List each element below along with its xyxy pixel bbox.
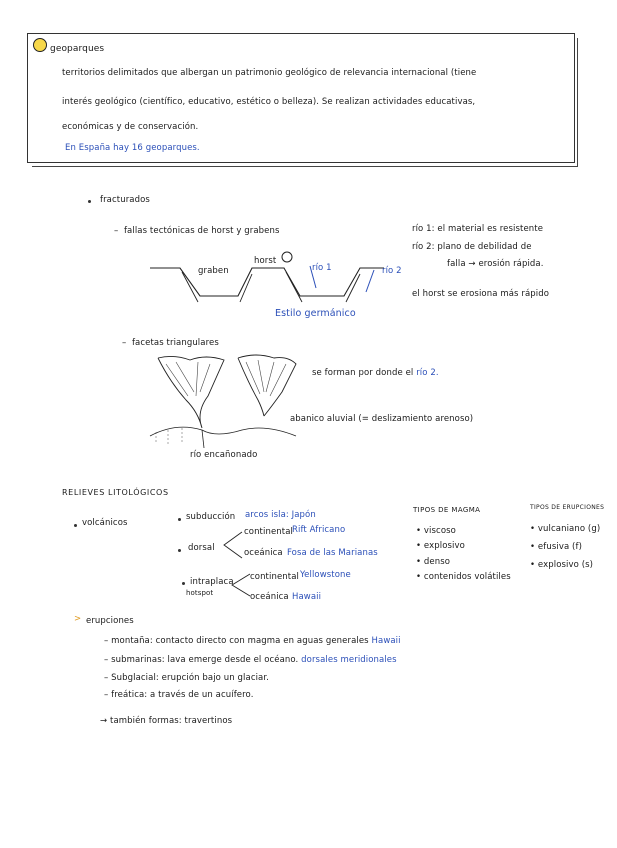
note-rio2-cont: falla → erosión rápida. <box>447 259 544 269</box>
erupcion-tipo-item: • explosivo (s) <box>530 560 594 570</box>
note-horst: el horst se erosiona más rápido <box>412 289 549 299</box>
branch-brace <box>220 530 244 560</box>
arcos-isla-label: arcos isla: Japón <box>245 510 316 520</box>
intraplaca-continental: continental <box>250 572 299 582</box>
magma-item: • denso <box>416 557 451 567</box>
erupcion-tipo-item: • vulcaniano (g) <box>530 524 601 534</box>
box-line-2: interés geológico (científico, educativo, estético o belleza). Se realizan actividades educativas, <box>62 97 476 107</box>
box-title: geoparques <box>50 44 105 54</box>
fallas-item: – fallas tectónicas de horst y grabens <box>114 226 280 236</box>
bullet-dot <box>178 549 181 552</box>
graben-label: graben <box>198 266 229 276</box>
erupcion-item: – montaña: contacto directo con magma en aguas generales Hawaii <box>104 636 401 646</box>
rio-encanonado-label: río encañonado <box>190 450 258 460</box>
magma-item: • contenidos volátiles <box>416 572 511 582</box>
abanico-label: abanico aluvial (= deslizamiento arenoso) <box>290 414 474 424</box>
rio2-label: río 2 <box>382 266 402 276</box>
hawaii: Hawaii <box>292 592 322 602</box>
magma-item: • explosivo <box>416 541 465 551</box>
horst-label: horst <box>254 256 277 266</box>
note-rio2: río 2: plano de debilidad de <box>412 242 532 252</box>
fracturados-label: fracturados <box>100 195 150 205</box>
tipos-magma-heading: TIPOS DE MAGMA <box>413 506 481 514</box>
bullet-dot <box>74 524 77 527</box>
dorsal-oceanica: oceánica <box>244 548 283 558</box>
dorsal-continental: continental <box>244 527 293 537</box>
erupcion-item: – freática: a través de un acuífero. <box>104 690 254 700</box>
bullet-dot <box>182 582 185 585</box>
erupciones-label: erupciones <box>86 616 134 626</box>
subduccion-label: subducción <box>186 512 236 522</box>
erupcion-tipo-item: • efusiva (f) <box>530 542 582 552</box>
box-line-1: territorios delimitados que albergan un patrimonio geológico de relevancia internacional (tiene <box>62 68 477 78</box>
branch-brace <box>228 570 252 600</box>
erupcion-item: – Subglacial: erupción bajo un glaciar. <box>104 673 269 683</box>
facetas-note: se forman por donde el río 2. <box>312 368 439 378</box>
facetas-item: – facetas triangulares <box>122 338 219 348</box>
estilo-germanico-caption: Estilo germánico <box>275 308 356 319</box>
tipos-erupciones-heading: TIPOS DE ERUPCIONES <box>530 504 605 511</box>
intraplaca-oceanica: oceánica <box>250 592 289 602</box>
dorsal-label: dorsal <box>188 543 215 553</box>
magma-item: • viscoso <box>416 526 456 536</box>
rift-africano: Rift Africano <box>292 525 346 535</box>
chevron-right-icon: > <box>74 614 82 624</box>
box-line-4: En España hay 16 geoparques. <box>65 143 200 153</box>
facetas-triangulares-diagram <box>146 352 306 452</box>
box-line-3: económicas y de conservación. <box>62 122 199 132</box>
hotspot-label: hotspot <box>186 589 214 597</box>
tambien-formas: → también formas: travertinos <box>100 716 233 726</box>
rio1-label: río 1 <box>312 263 332 273</box>
note-rio1: río 1: el material es resistente <box>412 224 544 234</box>
bullet-dot <box>178 518 181 521</box>
fosa-marianas: Fosa de las Marianas <box>287 548 378 558</box>
intraplaca-label: intraplaca <box>190 577 234 587</box>
erupcion-item: – submarinas: lava emerge desde el océano. dorsales meridionales <box>104 655 397 665</box>
lightbulb-icon <box>33 38 47 52</box>
yellowstone: Yellowstone <box>300 570 351 580</box>
relieves-heading: RELIEVES LITOLÓGICOS <box>62 488 169 497</box>
bullet-dot <box>88 200 91 203</box>
volcanicos-label: volcánicos <box>82 518 128 528</box>
